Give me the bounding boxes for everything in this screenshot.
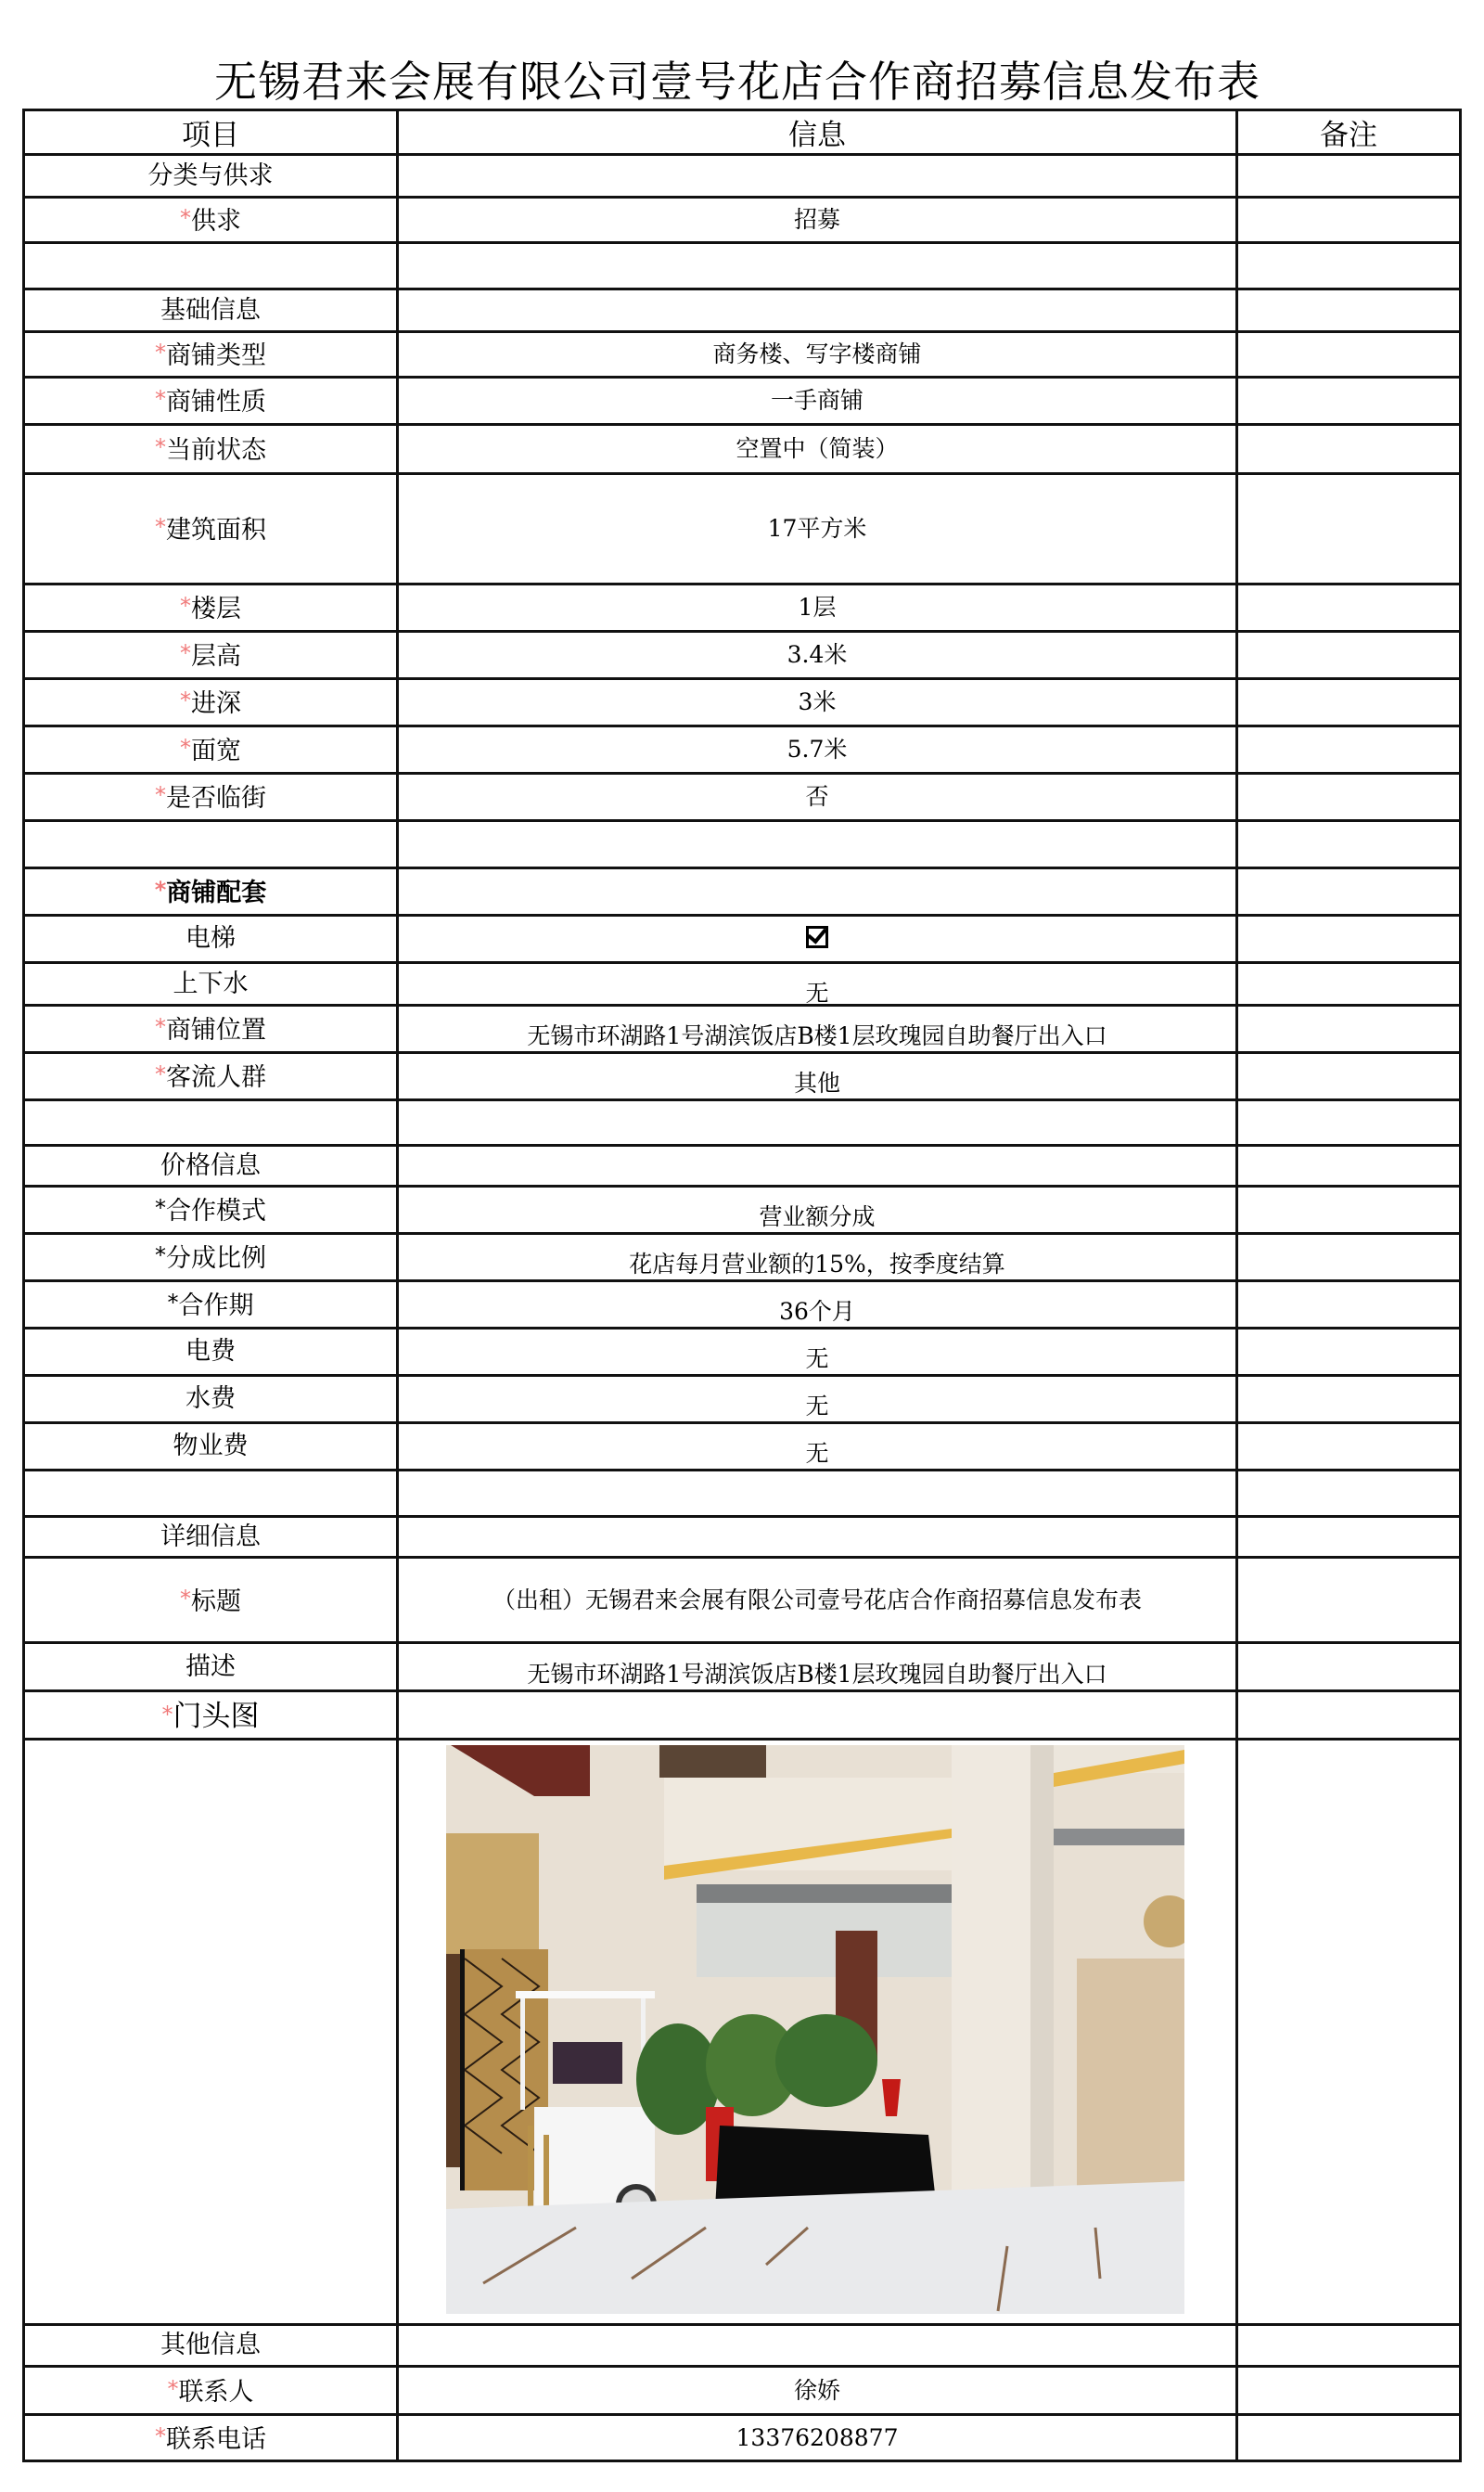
remark-cell	[1237, 1423, 1461, 1471]
row-label: 电梯	[24, 916, 398, 963]
section-row-facilities	[24, 868, 1461, 916]
section-row-other	[24, 2325, 1461, 2367]
required-mark: *	[167, 1290, 179, 1316]
remark-cell	[1237, 2325, 1461, 2367]
remark-cell	[1237, 774, 1461, 821]
remark-cell	[1237, 584, 1461, 632]
required-mark: *	[180, 687, 191, 713]
value-water-fee: 无	[398, 1376, 1237, 1423]
remark-cell	[1237, 1146, 1461, 1187]
document-title: 无锡君来会展有限公司壹号花店合作商招募信息发布表	[214, 57, 1260, 107]
row-label: *建筑面积	[24, 474, 398, 584]
info-cell	[398, 868, 1237, 916]
table-row	[24, 726, 1461, 774]
header-info: 信息	[398, 110, 1237, 155]
remark-cell	[1237, 679, 1461, 726]
required-mark: *	[155, 1061, 166, 1087]
info-cell	[398, 1146, 1237, 1187]
remark-cell	[1237, 2367, 1461, 2415]
value-description: 无锡市环湖路1号湖滨饭店B楼1层玫瑰园自助餐厅出入口	[398, 1643, 1237, 1691]
required-mark: *	[155, 1014, 166, 1040]
value-cooperation-mode: 营业额分成	[398, 1187, 1237, 1234]
remark-cell	[1237, 289, 1461, 332]
value-contact-phone: 13376208877	[398, 2415, 1237, 2461]
remark-cell	[1237, 868, 1461, 916]
table-row	[24, 198, 1461, 243]
remark-cell	[1237, 1376, 1461, 1423]
row-label: *门头图	[24, 1691, 398, 1740]
info-cell	[398, 1517, 1237, 1558]
remark-cell	[1237, 1006, 1461, 1053]
remark-cell	[1237, 1187, 1461, 1234]
required-mark: *	[180, 1585, 191, 1612]
row-label: *商铺性质	[24, 378, 398, 425]
row-label: *客流人群	[24, 1053, 398, 1100]
remark-cell	[1237, 963, 1461, 1006]
required-mark: *	[180, 593, 191, 619]
table-header-row	[24, 110, 1461, 155]
info-cell	[398, 155, 1237, 198]
section-label: 分类与供求	[24, 155, 398, 198]
section-row-basic	[24, 289, 1461, 332]
row-label: 电费	[24, 1329, 398, 1376]
row-label: *商铺位置	[24, 1006, 398, 1053]
value-building-area: 17平方米	[398, 474, 1237, 584]
section-row-details	[24, 1517, 1461, 1558]
value-electricity-fee: 无	[398, 1329, 1237, 1376]
remark-cell	[1237, 632, 1461, 679]
remark-cell	[1237, 1643, 1461, 1691]
required-mark: *	[180, 735, 191, 761]
table-row	[24, 474, 1461, 584]
hotel-lobby-photo	[446, 1745, 1184, 2314]
value-floor: 1层	[398, 584, 1237, 632]
remark-cell	[1237, 198, 1461, 243]
required-mark: *	[155, 2422, 166, 2449]
table-row	[24, 1558, 1461, 1643]
required-mark: *	[155, 1195, 166, 1221]
blank-row	[24, 1100, 1461, 1146]
table-row	[24, 584, 1461, 632]
value-current-status: 空置中（简装）	[398, 425, 1237, 474]
value-water-supply: 无	[398, 963, 1237, 1006]
remark-cell	[1237, 378, 1461, 425]
row-label: *分成比例	[24, 1234, 398, 1281]
checkbox-checked-icon[interactable]	[806, 926, 828, 948]
section-label: 基础信息	[24, 289, 398, 332]
remark-cell	[1237, 2415, 1461, 2461]
remark-cell	[1237, 474, 1461, 584]
table-row	[24, 1006, 1461, 1053]
row-label: *面宽	[24, 726, 398, 774]
table-row	[24, 378, 1461, 425]
row-label: *联系人	[24, 2367, 398, 2415]
section-row-category	[24, 155, 1461, 198]
value-shop-type: 商务楼、写字楼商铺	[398, 332, 1237, 378]
recruitment-info-table	[22, 109, 1462, 2462]
storefront-photo-cell	[398, 1740, 1237, 2325]
required-mark: *	[155, 1242, 166, 1268]
table-row	[24, 332, 1461, 378]
info-cell	[398, 2325, 1237, 2367]
row-label: *商铺类型	[24, 332, 398, 378]
table-row	[24, 1423, 1461, 1471]
header-remark: 备注	[1237, 110, 1461, 155]
table-row	[24, 1281, 1461, 1329]
table-row	[24, 1234, 1461, 1281]
row-label: *进深	[24, 679, 398, 726]
value-share-ratio: 花店每月营业额的15%，按季度结算	[398, 1234, 1237, 1281]
remark-cell	[1237, 1691, 1461, 1740]
required-mark: *	[155, 514, 166, 540]
remark-cell	[1237, 1329, 1461, 1376]
table-row	[24, 916, 1461, 963]
row-label: 描述	[24, 1643, 398, 1691]
required-mark: *	[155, 386, 166, 412]
row-label: 水费	[24, 1376, 398, 1423]
value-frontage: 5.7米	[398, 726, 1237, 774]
blank-row	[24, 243, 1461, 289]
table-row	[24, 1643, 1461, 1691]
remark-cell	[1237, 1740, 1461, 2325]
row-label: *是否临街	[24, 774, 398, 821]
required-mark: *	[167, 2375, 179, 2402]
section-row-price	[24, 1146, 1461, 1187]
value-listing-title: （出租）无锡君来会展有限公司壹号花店合作商招募信息发布表	[398, 1558, 1237, 1643]
row-label: *当前状态	[24, 425, 398, 474]
blank-row	[24, 821, 1461, 868]
photo-row	[24, 1740, 1461, 2325]
row-label: *合作模式	[24, 1187, 398, 1234]
table-row	[24, 2415, 1461, 2461]
remark-cell	[1237, 1234, 1461, 1281]
required-mark: *	[161, 1701, 173, 1728]
blank-row	[24, 1471, 1461, 1517]
value-contact-person: 徐娇	[398, 2367, 1237, 2415]
section-label: *商铺配套	[24, 868, 398, 916]
table-row	[24, 679, 1461, 726]
table-row	[24, 1329, 1461, 1376]
value-depth: 3米	[398, 679, 1237, 726]
table-row	[24, 632, 1461, 679]
required-mark: *	[154, 877, 167, 903]
section-label: 价格信息	[24, 1146, 398, 1187]
row-label: *楼层	[24, 584, 398, 632]
info-cell	[398, 1691, 1237, 1740]
remark-cell	[1237, 425, 1461, 474]
required-mark: *	[155, 782, 166, 808]
remark-cell	[1237, 916, 1461, 963]
table-row	[24, 425, 1461, 474]
remark-cell	[1237, 155, 1461, 198]
value-elevator	[398, 916, 1237, 963]
info-cell	[398, 289, 1237, 332]
required-mark: *	[180, 640, 191, 666]
required-mark: *	[155, 434, 166, 460]
value-customer-flow: 其他	[398, 1053, 1237, 1100]
row-label: *标题	[24, 1558, 398, 1643]
remark-cell	[1237, 332, 1461, 378]
row-label: 物业费	[24, 1423, 398, 1471]
table-row	[24, 1376, 1461, 1423]
row-label: 上下水	[24, 963, 398, 1006]
row-label: *层高	[24, 632, 398, 679]
table-row	[24, 1691, 1461, 1740]
value-property-fee: 无	[398, 1423, 1237, 1471]
value-floor-height: 3.4米	[398, 632, 1237, 679]
row-label: *联系电话	[24, 2415, 398, 2461]
remark-cell	[1237, 1053, 1461, 1100]
table-row	[24, 774, 1461, 821]
header-item: 项目	[24, 110, 398, 155]
row-label: *合作期	[24, 1281, 398, 1329]
section-label: 其他信息	[24, 2325, 398, 2367]
value-cooperation-period: 36个月	[398, 1281, 1237, 1329]
value-shop-location: 无锡市环湖路1号湖滨饭店B楼1层玫瑰园自助餐厅出入口	[398, 1006, 1237, 1053]
remark-cell	[1237, 726, 1461, 774]
table-row	[24, 1053, 1461, 1100]
remark-cell	[1237, 1517, 1461, 1558]
table-row	[24, 2367, 1461, 2415]
value-street-facing: 否	[398, 774, 1237, 821]
section-label: 详细信息	[24, 1517, 398, 1558]
label-cell	[24, 1740, 398, 2325]
remark-cell	[1237, 1281, 1461, 1329]
remark-cell	[1237, 1558, 1461, 1643]
value-supply-demand: 招募	[398, 198, 1237, 243]
table-row	[24, 1187, 1461, 1234]
table-row	[24, 963, 1461, 1006]
value-shop-nature: 一手商铺	[398, 378, 1237, 425]
row-label: *供求	[24, 198, 398, 243]
required-mark: *	[155, 340, 166, 366]
required-mark: *	[180, 205, 191, 231]
